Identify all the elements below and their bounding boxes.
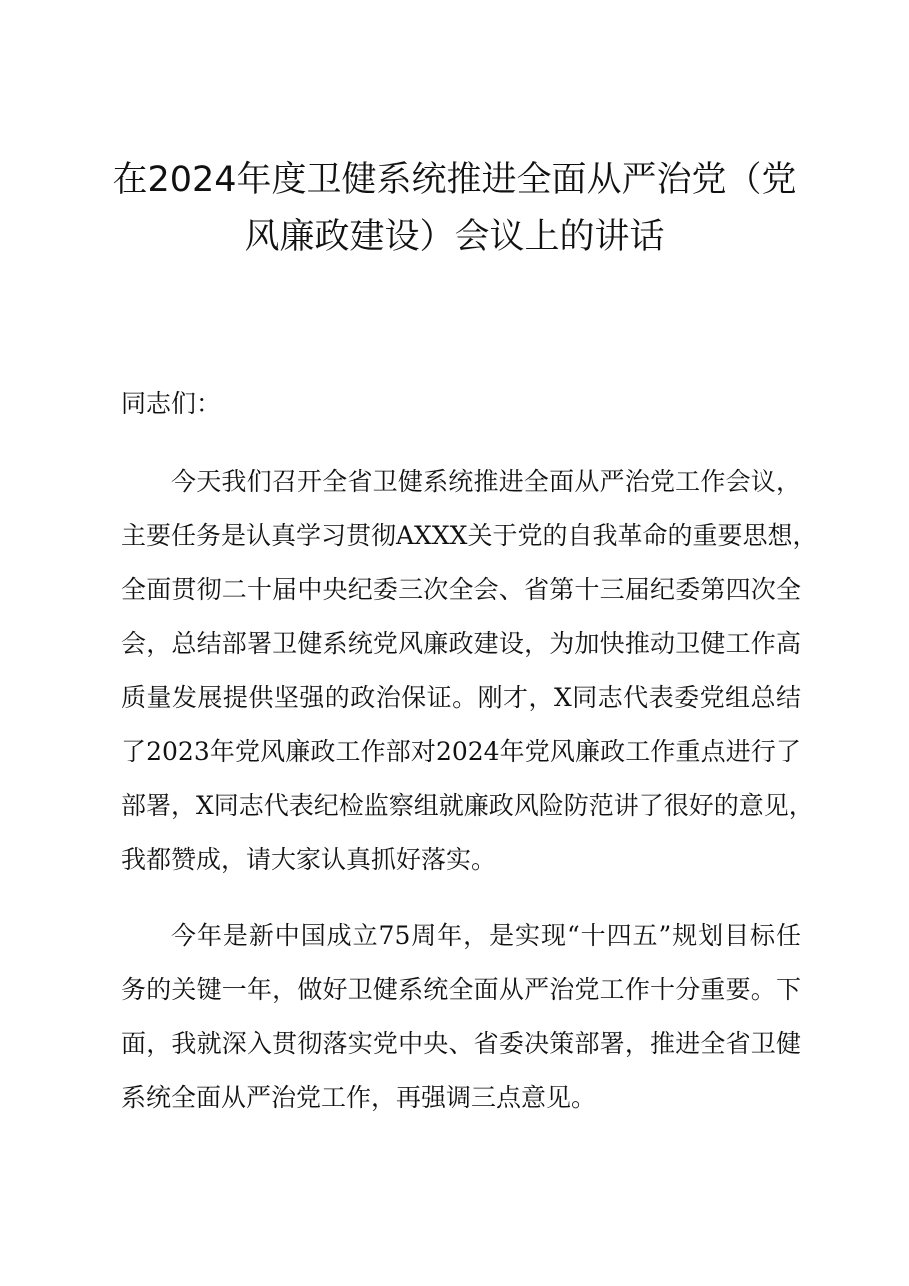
paragraph-line: 面，我就深入贯彻落实党中央、省委决策部署，推进全省卫健 [121, 1029, 801, 1058]
body-paragraph [121, 918, 801, 1134]
paragraph-line: 今年是新中国成立75周年，是实现“十四五”规划目标任 [171, 921, 801, 950]
paragraph-line: 会，总结部署卫健系统党风廉政建设，为加快推动卫健工作高 [121, 629, 801, 658]
title-line: 风廉政建设）会议上的讲话 [244, 217, 665, 257]
paragraph-line: 质量发展提供坚强的政治保证。刚才，X同志代表委党组总结 [121, 683, 801, 712]
body-paragraph [121, 464, 818, 896]
paragraph-line: 系统全面从严治党工作，再强调三点意见。 [121, 1083, 597, 1112]
paragraph-line: 了2023年党风廉政工作部对2024年党风廉政工作重点进行了 [121, 737, 801, 766]
paragraph-line: 我都赞成，请大家认真抓好落实。 [121, 845, 497, 874]
salutation: 同志们： [121, 389, 222, 418]
paragraph-line: 部署，X同志代表纪检监察组就廉政风险防范讲了很好的意见， [121, 791, 814, 820]
paragraph-line: 主要任务是认真学习贯彻AXXX关于党的自我革命的重要思想， [121, 521, 818, 550]
title-line: 在2024年度卫健系统推进全面从严治党（党 [112, 160, 797, 200]
paragraph-line: 务的关键一年，做好卫健系统全面从严治党工作十分重要。下 [121, 975, 801, 1004]
document-title [100, 152, 809, 266]
paragraph-line: 全面贯彻二十届中央纪委三次全会、省第十三届纪委第四次全 [121, 575, 801, 604]
paragraph-line: 今天我们召开全省卫健系统推进全面从严治党工作会议， [171, 467, 801, 496]
